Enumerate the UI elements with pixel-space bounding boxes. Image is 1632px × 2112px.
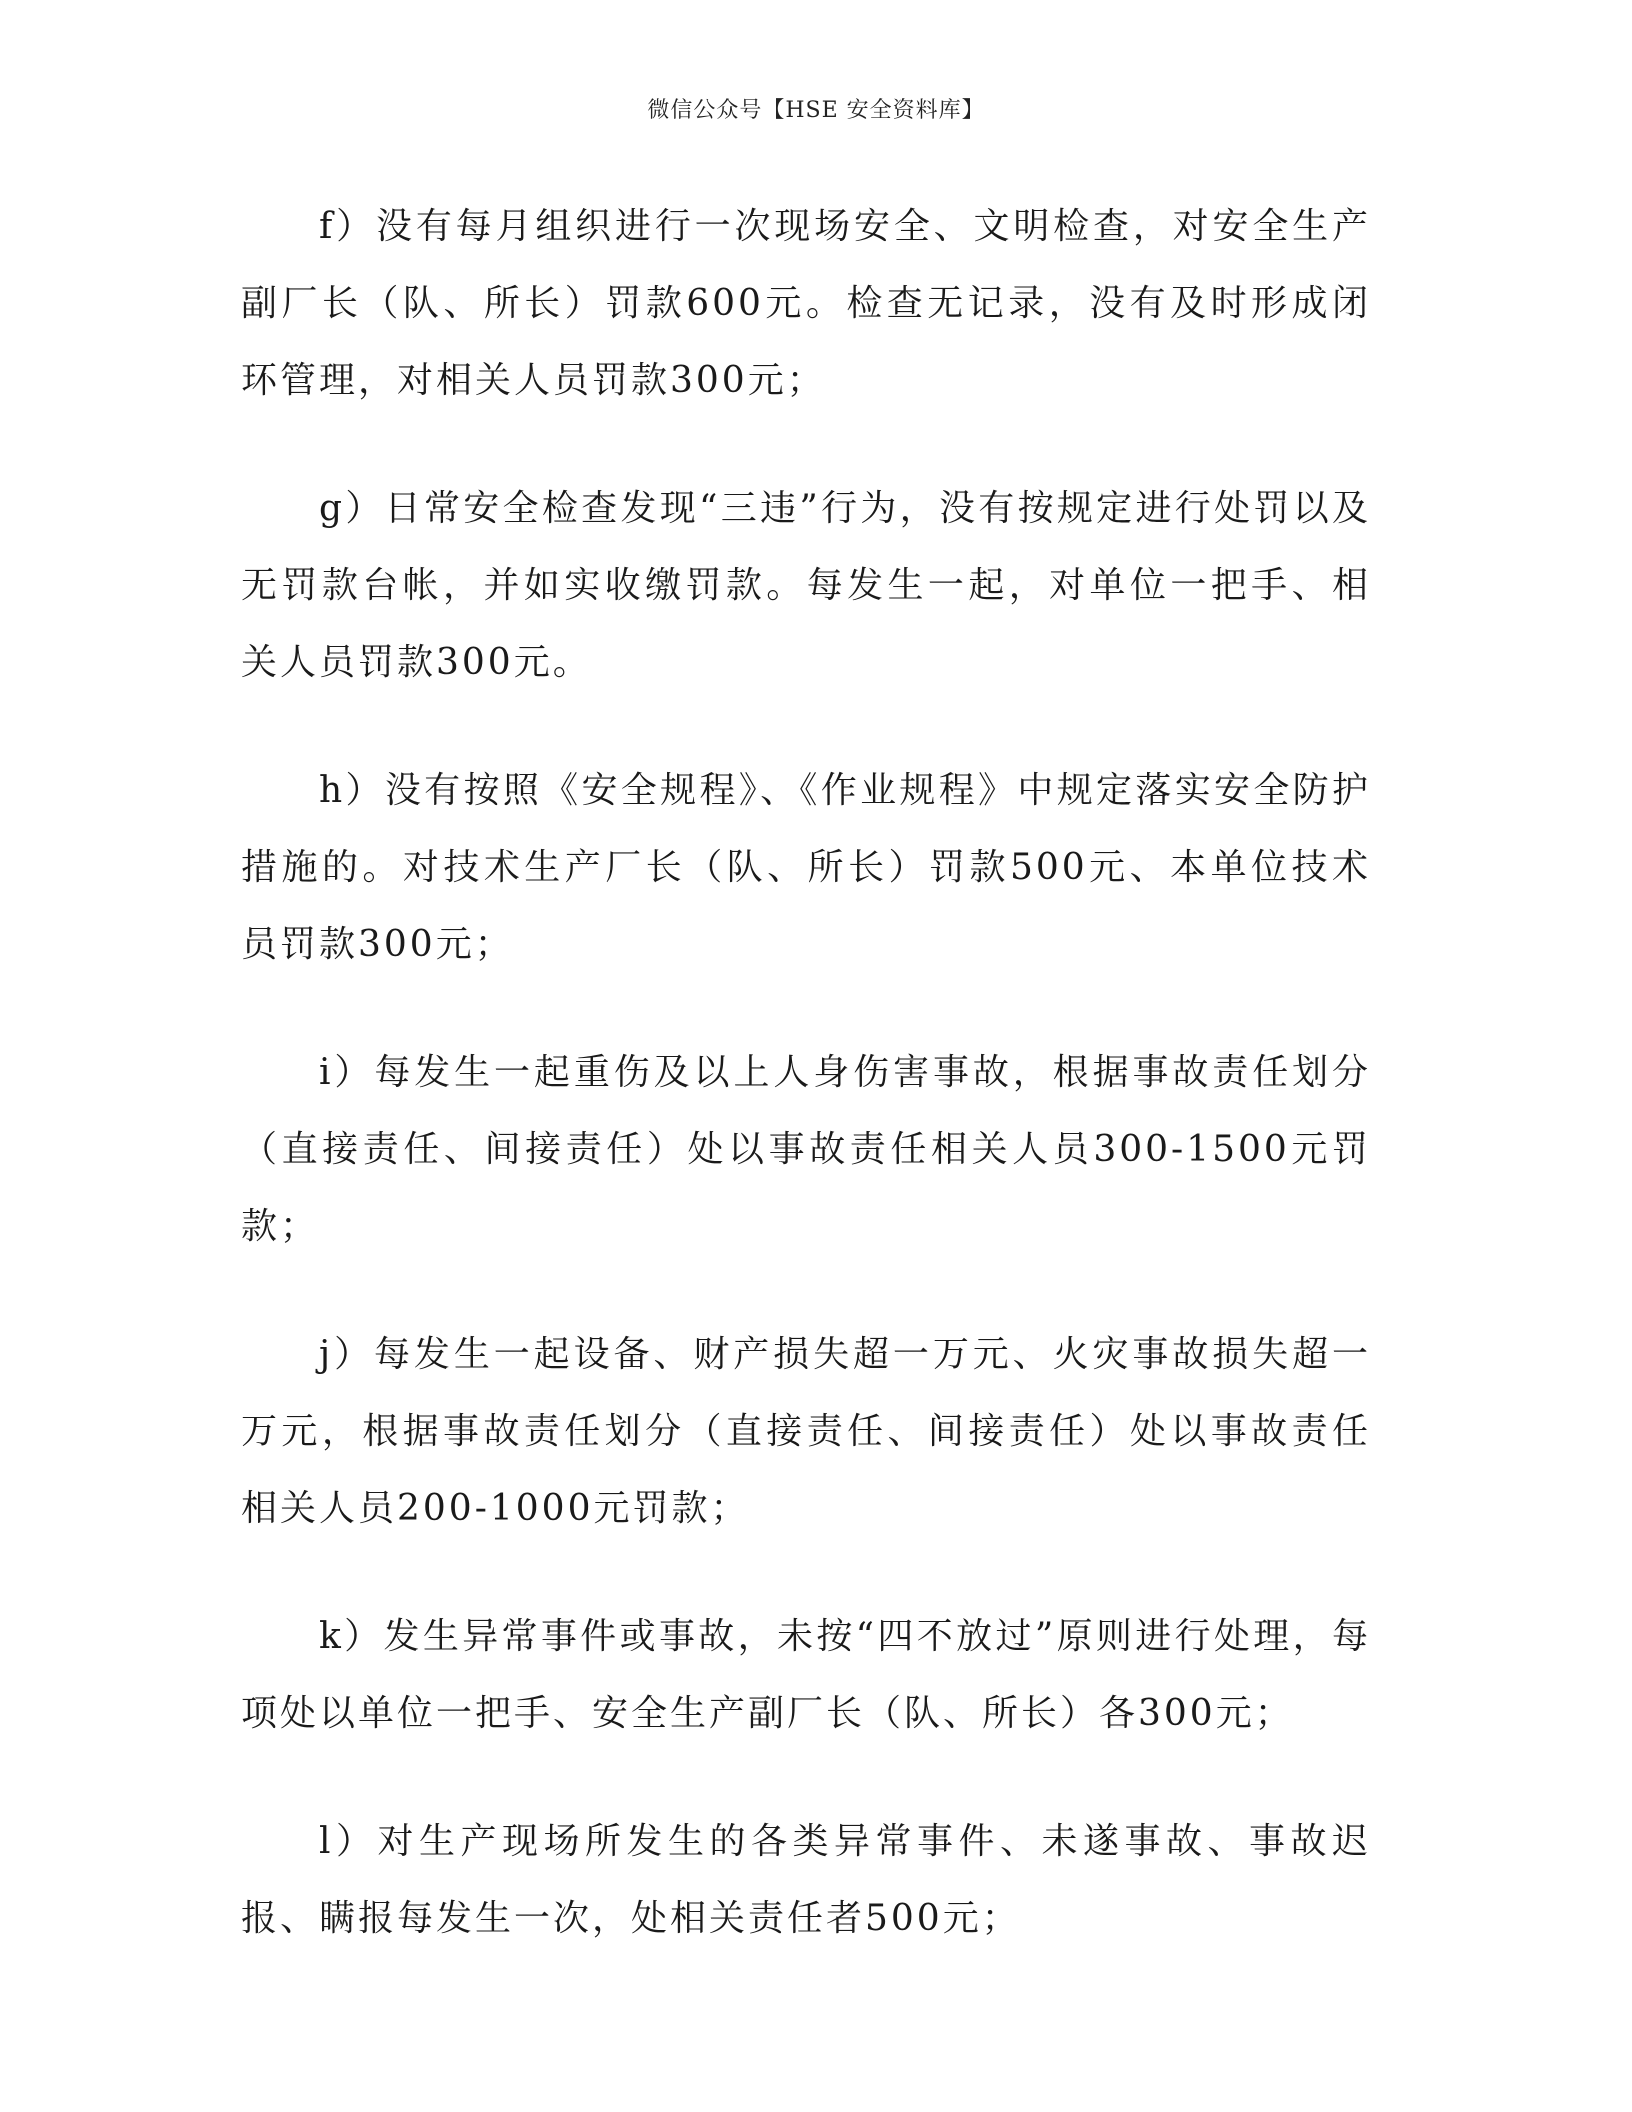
paragraph-l: l）对生产现场所发生的各类异常事件、未遂事故、事故迟报、瞒报每发生一次，处相关责任者500元； — [241, 1821, 1371, 1939]
paragraph-h: h）没有按照《安全规程》、《作业规程》中规定落实安全防护措施的。对技术生产厂长（队、所长）罚款500元、本单位技术员罚款300元； — [241, 770, 1371, 965]
document-body — [241, 188, 1371, 2008]
paragraph-g: g）日常安全检查发现“三违”行为，没有按规定进行处罚以及无罚款台帐，并如实收缴罚款。每发生一起，对单位一把手、相关人员罚款300元。 — [241, 488, 1371, 683]
paragraph-k: k）发生异常事件或事故，未按“四不放过”原则进行处理，每项处以单位一把手、安全生产副厂长（队、所长）各300元； — [241, 1616, 1371, 1734]
paragraph-j: j）每发生一起设备、财产损失超一万元、火灾事故损失超一万元，根据事故责任划分（直接责任、间接责任）处以事故责任相关人员200-1000元罚款； — [241, 1334, 1371, 1529]
page-header: 微信公众号【HSE 安全资料库】 — [647, 98, 985, 123]
paragraph-i: i）每发生一起重伤及以上人身伤害事故，根据事故责任划分（直接责任、间接责任）处以事故责任相关人员300-1500元罚款； — [241, 1052, 1371, 1247]
paragraph-f: f）没有每月组织进行一次现场安全、文明检查，对安全生产副厂长（队、所长）罚款600元。检查无记录，没有及时形成闭环管理，对相关人员罚款300元； — [241, 206, 1371, 401]
